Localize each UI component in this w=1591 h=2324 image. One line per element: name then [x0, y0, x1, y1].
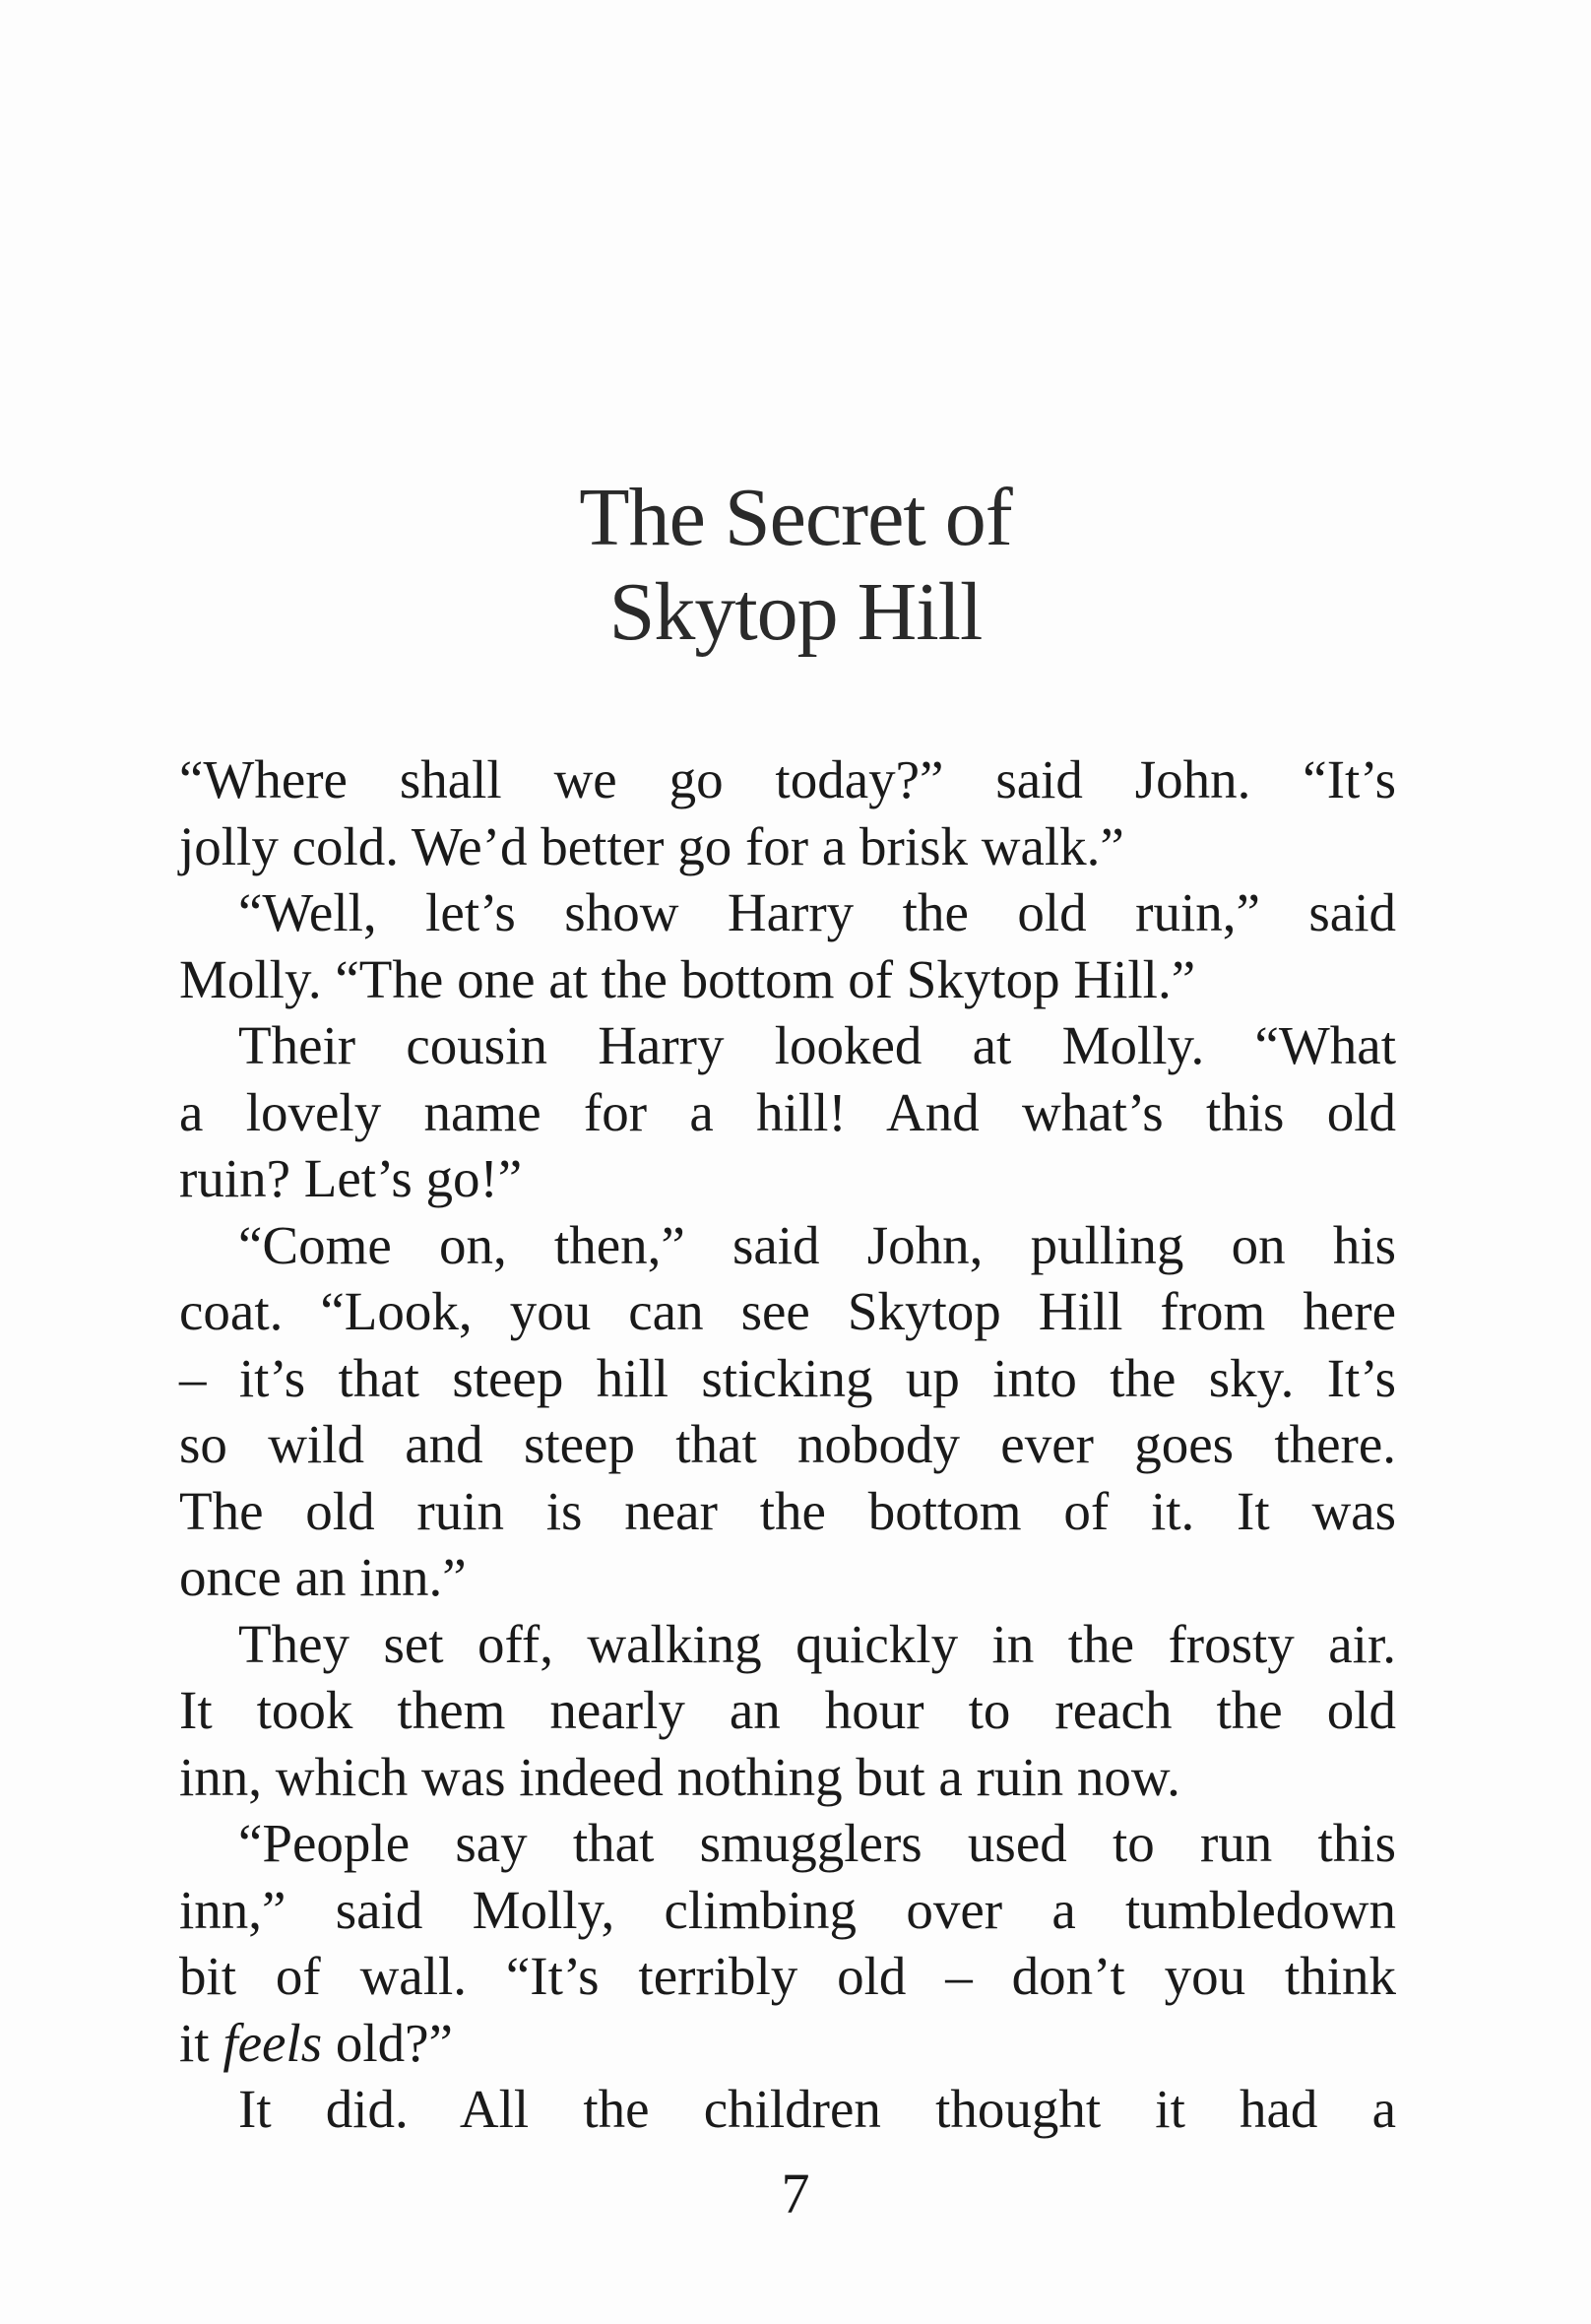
text-line: bit of wall. “It’s terribly old – don’t you think — [179, 1946, 1396, 2006]
chapter-title-line-2: Skytop Hill — [608, 566, 983, 658]
story-text — [179, 746, 1396, 2143]
text-line: inn, which was indeed nothing but a ruin now. — [179, 1746, 1180, 1807]
text-line: The old ruin is near the bottom of it. It was — [179, 1480, 1396, 1541]
text-line — [179, 2010, 1396, 2077]
text-line: coat. “Look, you can see Skytop Hill from here — [179, 1281, 1396, 1341]
text-line: “Come on, then,” said John, pulling on his — [238, 1214, 1396, 1275]
emphasized-word: feels — [223, 2012, 323, 2073]
text-line: Their cousin Harry looked at Molly. “What — [238, 1015, 1396, 1075]
text-line: It took them nearly an hour to reach the old — [179, 1680, 1396, 1740]
text-line-segment: old?” — [322, 2012, 453, 2073]
chapter-title-line-1: The Secret of — [579, 472, 1012, 563]
text-line: jolly cold. We’d better go for a brisk walk.” — [179, 815, 1124, 876]
text-line: “Well, let’s show Harry the old ruin,” said — [238, 882, 1396, 942]
text-line: a lovely name for a hill! And what’s this old — [179, 1081, 1396, 1142]
text-line: It did. All the children thought it had a — [238, 2079, 1396, 2139]
text-line: once an inn.” — [179, 1547, 467, 1607]
text-line: – it’s that steep hill sticking up into the sky. It’s — [179, 1347, 1396, 1408]
text-line: They set off, walking quickly in the frosty air. — [238, 1613, 1396, 1674]
text-line-segment: it — [179, 2012, 223, 2073]
page-number: 7 — [781, 2162, 810, 2226]
text-line: ruin? Let’s go!” — [179, 1148, 523, 1208]
chapter-title — [0, 471, 1591, 660]
text-line: “People say that smugglers used to run this — [238, 1813, 1396, 1873]
text-line: inn,” said Molly, climbing over a tumbledown — [179, 1879, 1396, 1940]
text-line: “Where shall we go today?” said John. “It’s — [179, 749, 1396, 809]
text-line: Molly. “The one at the bottom of Skytop Hill.” — [179, 948, 1196, 1009]
text-line: so wild and steep that nobody ever goes there. — [179, 1414, 1396, 1474]
